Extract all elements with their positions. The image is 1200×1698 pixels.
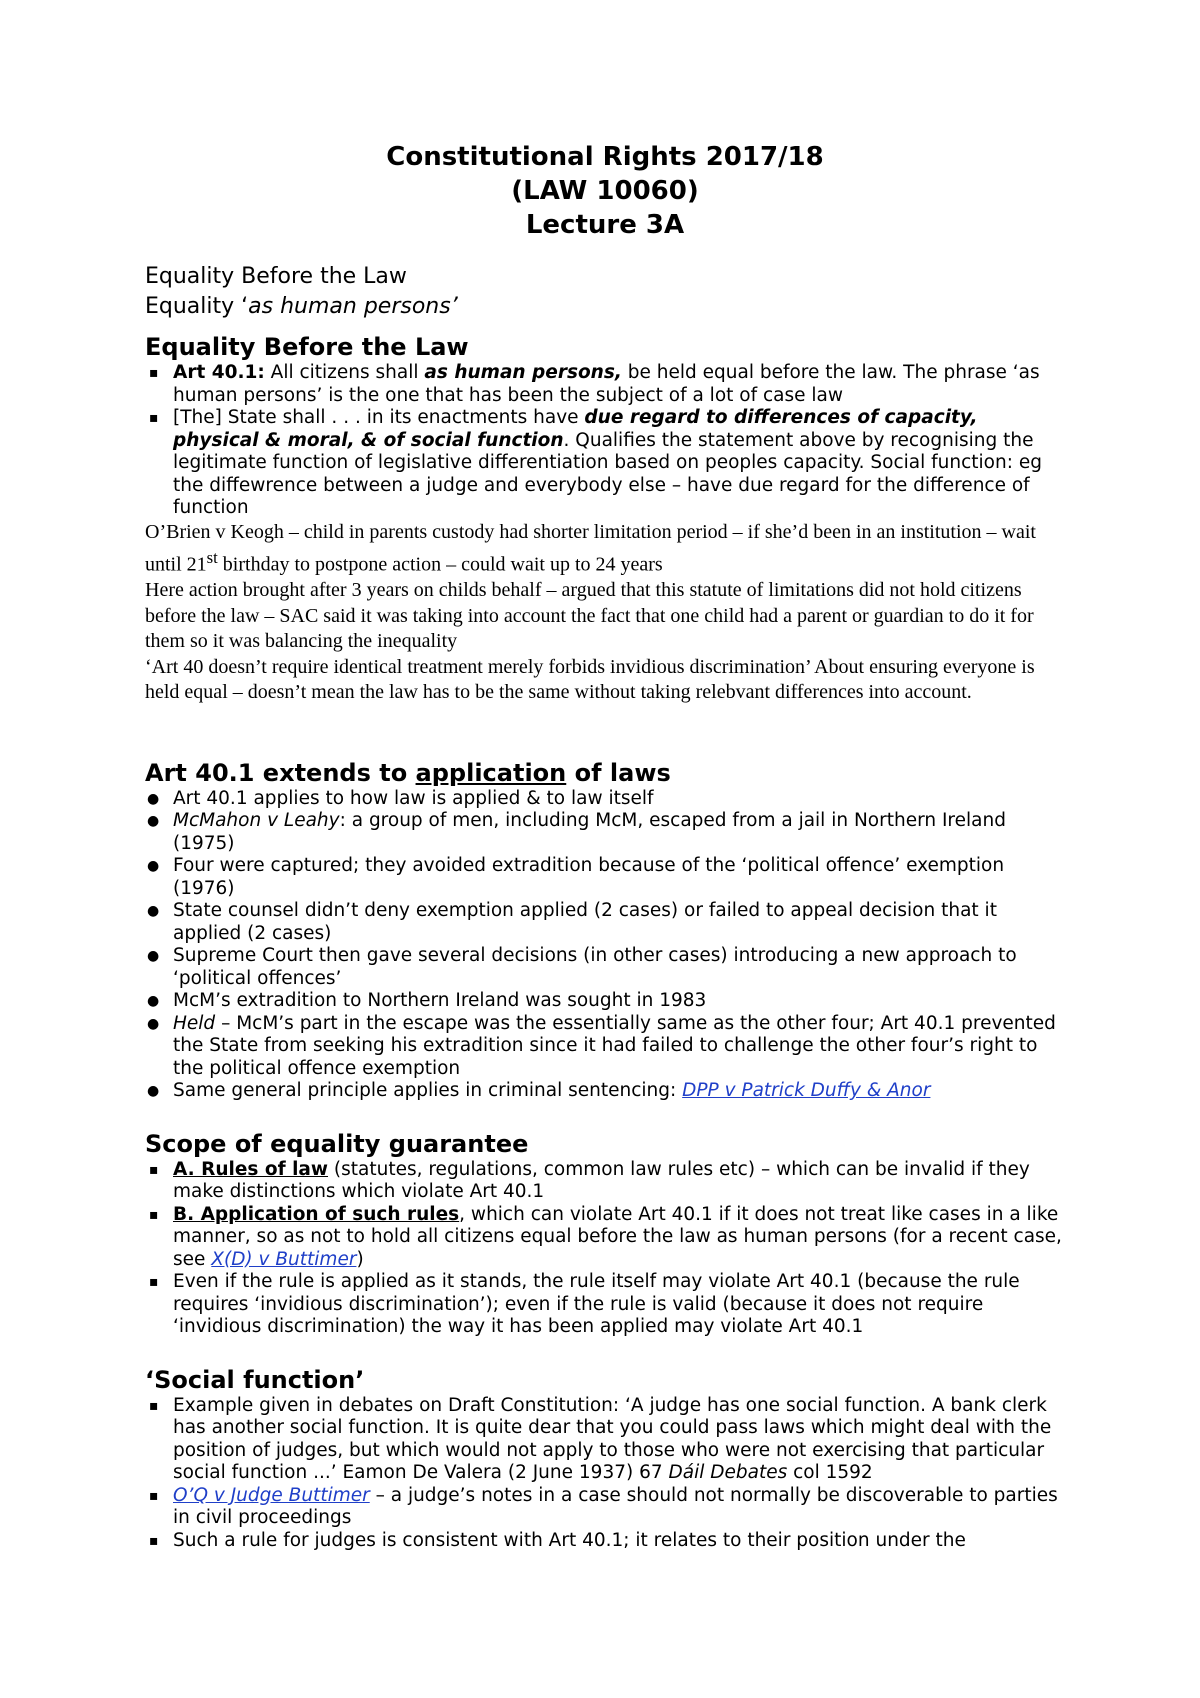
title-line-3: Lecture 3A bbox=[525, 210, 685, 240]
bold-underlined-text: B. Application of such rules bbox=[173, 1203, 460, 1225]
section-heading-social-function: ‘Social function’ bbox=[145, 1365, 365, 1394]
superscript: st bbox=[206, 548, 218, 567]
text: All citizens shall bbox=[264, 362, 425, 383]
text: birthday to postpone action – could wait up to 24 years bbox=[217, 553, 663, 576]
list-item: ▪ Even if the rule is applied as it stands, the rule itself may violate Art 40.1 (because the rule requires ‘invidious discrimination’); even if the rule is valid (because it does not require ‘invidious discrimination) the way it has been applied may violate Art 40.1 bbox=[145, 1271, 1065, 1339]
intro-line-2-text: Equality ‘ bbox=[145, 294, 249, 319]
text: col 1592 bbox=[787, 1462, 873, 1484]
text: O’Brien v Keogh – child in parents custody had shorter limitation period – if she’d been in an institution – wait until 21 bbox=[145, 520, 1036, 576]
list-item bbox=[145, 407, 1065, 520]
title-line-1: Constitutional Rights 2017/18 bbox=[386, 142, 824, 172]
bold-italic-text: as human persons, bbox=[424, 362, 622, 383]
text: Same general principle applies in criminal sentencing: bbox=[173, 1080, 683, 1102]
list-item: ● Supreme Court then gave several decisions (in other cases) introducing a new approach to ‘political offences’ bbox=[145, 945, 1065, 990]
document-title bbox=[145, 140, 1065, 242]
bold-underlined-text: A. Rules of law bbox=[173, 1158, 329, 1180]
list-item bbox=[145, 1395, 1065, 1485]
text: be held equal before the law. The phrase ‘as human persons’ is the one that has been the subject of a lot of case law bbox=[173, 362, 1040, 406]
text: . Qualifies the statement above by recognising the legitimate function of legislative differentiation based on peoples capacity. Social function: eg the diffewrence between a judge and everybody else – have due regard for the difference of function bbox=[173, 429, 1042, 518]
list-item bbox=[145, 1485, 1065, 1530]
heading-text: Art 40.1 extends to bbox=[145, 758, 416, 787]
intro-line-2-italic: as human persons’ bbox=[248, 294, 458, 319]
section3-list bbox=[145, 1159, 1065, 1339]
case-name: McMahon v Leahy bbox=[173, 810, 340, 832]
intro-topics bbox=[145, 262, 1065, 322]
title-line-2: (LAW 10060) bbox=[511, 176, 699, 206]
text: : a group of men, including McM, escaped from a jail in Northern Ireland (1975) bbox=[173, 810, 1006, 854]
case-link-x-v-buttimer[interactable]: X(D) v Buttimer bbox=[211, 1248, 357, 1270]
note-paragraph: ‘Art 40 doesn’t require identical treatment merely forbids invidious discrimination’ About ensuring everyone is held equal – doesn’t mean the law has to be the same without taking relebvant differences into account. bbox=[145, 655, 1035, 704]
section-heading-application bbox=[145, 758, 1065, 788]
heading-underlined: application bbox=[415, 758, 567, 787]
document-page bbox=[145, 140, 1065, 1552]
bold-text: Art 40.1: bbox=[173, 362, 265, 383]
text: – McM’s part in the escape was the essentially same as the other four; Art 40.1 prevented the State from seeking his extradition since it had failed to challenge the other four’s right to the political offence exemption bbox=[173, 1012, 1056, 1079]
italic-text: Held bbox=[173, 1012, 216, 1034]
heading-text: of laws bbox=[566, 758, 671, 787]
text: ) bbox=[356, 1248, 364, 1270]
italic-text: Dáil Debates bbox=[668, 1462, 788, 1484]
list-item: ● Four were captured; they avoided extradition because of the ‘political offence’ exemption (1976) bbox=[145, 855, 1065, 900]
list-item: ● State counsel didn’t deny exemption applied (2 cases) or failed to appeal decision that it applied (2 cases) bbox=[145, 900, 1065, 945]
bold-italic-text: due regard to differences of capacity, physical & moral, & of social function bbox=[173, 407, 978, 451]
case-notes bbox=[145, 520, 1065, 706]
section2-list bbox=[145, 788, 1065, 1103]
list-item bbox=[145, 1204, 1065, 1272]
section-heading-equality: Equality Before the Law bbox=[145, 333, 469, 361]
list-item bbox=[145, 1159, 1065, 1204]
text: Example given in debates on Draft Constitution: ‘A judge has one social function. A bank clerk has another social function. It is quite dear that you could pass laws which might deal with the position of judges, but which would not apply to those who were not exercising that particular social function ...’ Eamon De Valera (2 June 1937) 67 bbox=[173, 1394, 1052, 1484]
text: , which can violate Art 40.1 if it does not treat like cases in a like manner, so as not to hold all citizens equal before the law as human persons (for a recent case, see bbox=[173, 1203, 1062, 1270]
section-heading-scope: Scope of equality guarantee bbox=[145, 1129, 529, 1158]
note-paragraph bbox=[145, 520, 1065, 579]
text: (statutes, regulations, common law rules etc) – which can be invalid if they make distinctions which violate Art 40.1 bbox=[173, 1158, 1030, 1203]
text: [The] State shall . . . in its enactments have bbox=[173, 407, 585, 428]
section1-list bbox=[145, 362, 1065, 520]
intro-line-1: Equality Before the Law bbox=[145, 264, 407, 289]
section4-list bbox=[145, 1395, 1065, 1553]
text: – a judge’s notes in a case should not normally be discoverable to parties in civil proceedings bbox=[173, 1484, 1058, 1529]
list-item bbox=[145, 1013, 1065, 1081]
case-link-oq-v-buttimer[interactable]: O’Q v Judge Buttimer bbox=[173, 1484, 370, 1506]
list-item bbox=[145, 362, 1065, 407]
intro-line-2 bbox=[145, 292, 1065, 322]
note-paragraph: Here action brought after 3 years on childs behalf – argued that this statute of limitations did not hold citizens before the law – SAC said it was taking into account the fact that one child had a parent or guardian to do it for them so it was balancing the inequality bbox=[145, 579, 1034, 653]
list-item: ▪ Such a rule for judges is consistent with Art 40.1; it relates to their position under the bbox=[145, 1530, 1065, 1553]
list-item: ● Art 40.1 applies to how law is applied & to law itself bbox=[145, 788, 1065, 811]
list-item: ● McM’s extradition to Northern Ireland was sought in 1983 bbox=[145, 990, 1065, 1013]
case-link-dpp-v-duffy[interactable]: DPP v Patrick Duffy & Anor bbox=[682, 1080, 931, 1102]
list-item bbox=[145, 1080, 1065, 1103]
list-item bbox=[145, 810, 1065, 855]
